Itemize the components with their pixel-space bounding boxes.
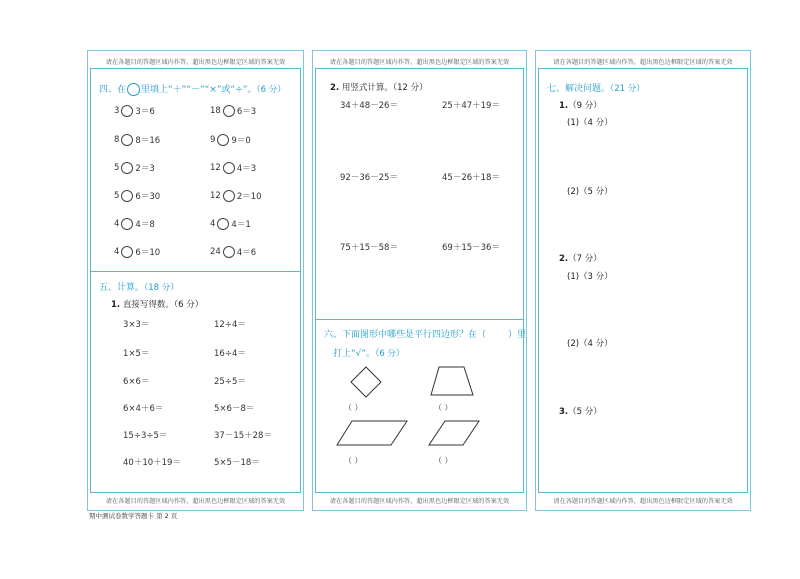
circle-equation: 3 3＝6 <box>114 106 155 117</box>
calc-item: 15÷3÷5＝ <box>123 431 168 441</box>
circle-equation: 5 6＝30 <box>114 191 161 202</box>
answer-box-3 <box>538 68 748 493</box>
column-notice-top: 请在各题目的答题区域内作答，超出黑色边框限定区域的答案无效 <box>329 59 510 66</box>
circle-equation: 18 6＝3 <box>210 106 257 117</box>
answer-circle[interactable] <box>223 246 235 258</box>
section-4-title-b: 里填上“＋”“－”“×”或“÷”。 <box>141 85 257 95</box>
section-divider <box>91 271 300 272</box>
calc-item: 5×5－18＝ <box>214 458 260 468</box>
calc-item: 40＋10＋19＝ <box>123 458 181 468</box>
section-7-q2-part2: (2)（4 分） <box>567 339 613 349</box>
answer-circle[interactable] <box>223 190 235 202</box>
calc-item: 6×6＝ <box>123 377 150 387</box>
circle-equation: 12 2＝10 <box>210 191 262 202</box>
column-notice-top: 请在各题目的答题区域内作答，超出黑色边框限定区域的答案无效 <box>553 59 733 66</box>
answer-paren[interactable]: （ ） <box>434 403 453 412</box>
section-7-q1-part2: (2)（5 分） <box>567 187 613 197</box>
vertical-calc-item: 69＋15－36＝ <box>442 243 500 253</box>
answer-circle[interactable] <box>121 218 133 230</box>
circle-symbol-icon <box>127 83 140 96</box>
vertical-calc-item: 75＋15－58＝ <box>340 243 398 253</box>
vertical-calc-item: 25＋47＋19＝ <box>442 101 500 111</box>
calc-item: 6×4＋6＝ <box>123 404 164 414</box>
calc-item: 3×3＝ <box>123 320 150 330</box>
section-7-title: 七、解决问题。（21 分） <box>547 84 645 94</box>
section-7-q1: 1.（9 分） <box>559 101 602 111</box>
page-footer: 期中测试卷数学答题卡 第 2 页 <box>89 512 178 520</box>
answer-circle[interactable] <box>223 162 235 174</box>
section-4-title <box>99 82 286 96</box>
parallelogram-shape <box>336 420 408 446</box>
answer-circle[interactable] <box>121 105 133 117</box>
section-4-points: （6 分） <box>256 85 286 95</box>
section-6-title-line2: 打上“√”。（6 分） <box>333 349 405 359</box>
section-7-q2: 2.（7 分） <box>559 254 602 264</box>
circle-equation: 8 8＝16 <box>114 135 161 146</box>
section-7-q1-part1: (1)（4 分） <box>567 118 613 128</box>
section-divider <box>316 319 523 320</box>
section-5-points: （18 分） <box>144 283 179 293</box>
answer-paren[interactable]: （ ） <box>434 456 453 465</box>
answer-paren[interactable]: （ ） <box>344 456 363 465</box>
section-7-points: （21 分） <box>610 84 645 94</box>
circle-equation: 4 6＝10 <box>114 247 161 258</box>
square-shape <box>350 366 382 398</box>
section-5-q1: 1. 直接写得数。（6 分） <box>111 300 204 310</box>
answer-circle[interactable] <box>121 190 133 202</box>
section-5-q2: 2. 用竖式计算。（12 分） <box>330 83 428 93</box>
calc-item: 25÷5＝ <box>214 377 246 387</box>
circle-equation: 24 4＝6 <box>210 247 257 258</box>
column-notice-bottom: 请在各题目的答题区域内作答，超出黑色边框限定区域的答案无效 <box>553 498 733 505</box>
calc-item: 16÷4＝ <box>214 349 246 359</box>
answer-circle[interactable] <box>223 105 235 117</box>
trapezoid-shape <box>430 366 474 396</box>
answer-paren[interactable]: （ ） <box>344 403 363 412</box>
answer-column-3 <box>535 50 751 511</box>
answer-circle[interactable] <box>121 246 133 258</box>
circle-equation: 4 4＝1 <box>210 219 251 230</box>
answer-box-1 <box>90 68 301 493</box>
calc-item: 37－15＋28＝ <box>214 431 272 441</box>
column-notice-top: 请在各题目的答题区域内作答，超出黑色边框限定区域的答案无效 <box>105 59 286 66</box>
section-7-q2-part1: (1)（3 分） <box>567 272 613 282</box>
calc-item: 5×6－8＝ <box>214 404 255 414</box>
column-notice-bottom: 请在各题目的答题区域内作答，超出黑色边框限定区域的答案无效 <box>105 498 286 505</box>
calc-item: 1×5＝ <box>123 349 150 359</box>
calc-item: 12÷4＝ <box>214 320 246 330</box>
column-notice-bottom: 请在各题目的答题区域内作答，超出黑色边框限定区域的答案无效 <box>329 498 510 505</box>
vertical-calc-item: 45－26＋18＝ <box>442 173 500 183</box>
answer-box-2 <box>315 68 527 493</box>
vertical-calc-item: 92－36－25＝ <box>340 173 398 183</box>
answer-column-1 <box>87 50 304 511</box>
section-6-title-line1: 六、下面图形中哪些是平行四边形？在（ ）里 <box>324 330 527 340</box>
vertical-calc-item: 34＋48－26＝ <box>340 101 398 111</box>
answer-circle[interactable] <box>121 134 133 146</box>
circle-equation: 9 9＝0 <box>210 135 251 146</box>
answer-circle[interactable] <box>121 162 133 174</box>
circle-equation: 4 4＝8 <box>114 219 155 230</box>
section-6-points: （6 分） <box>375 349 405 359</box>
circle-equation: 12 4＝3 <box>210 163 257 174</box>
circle-equation: 5 2＝3 <box>114 163 155 174</box>
answer-circle[interactable] <box>217 218 229 230</box>
parallelogram-shape <box>428 420 480 446</box>
section-5-title: 五、计算。（18 分） <box>99 283 179 293</box>
section-7-q3: 3.（5 分） <box>559 407 602 417</box>
answer-circle[interactable] <box>217 134 229 146</box>
answer-column-2 <box>312 50 527 511</box>
section-4-title-a: 四、在 <box>99 85 127 95</box>
